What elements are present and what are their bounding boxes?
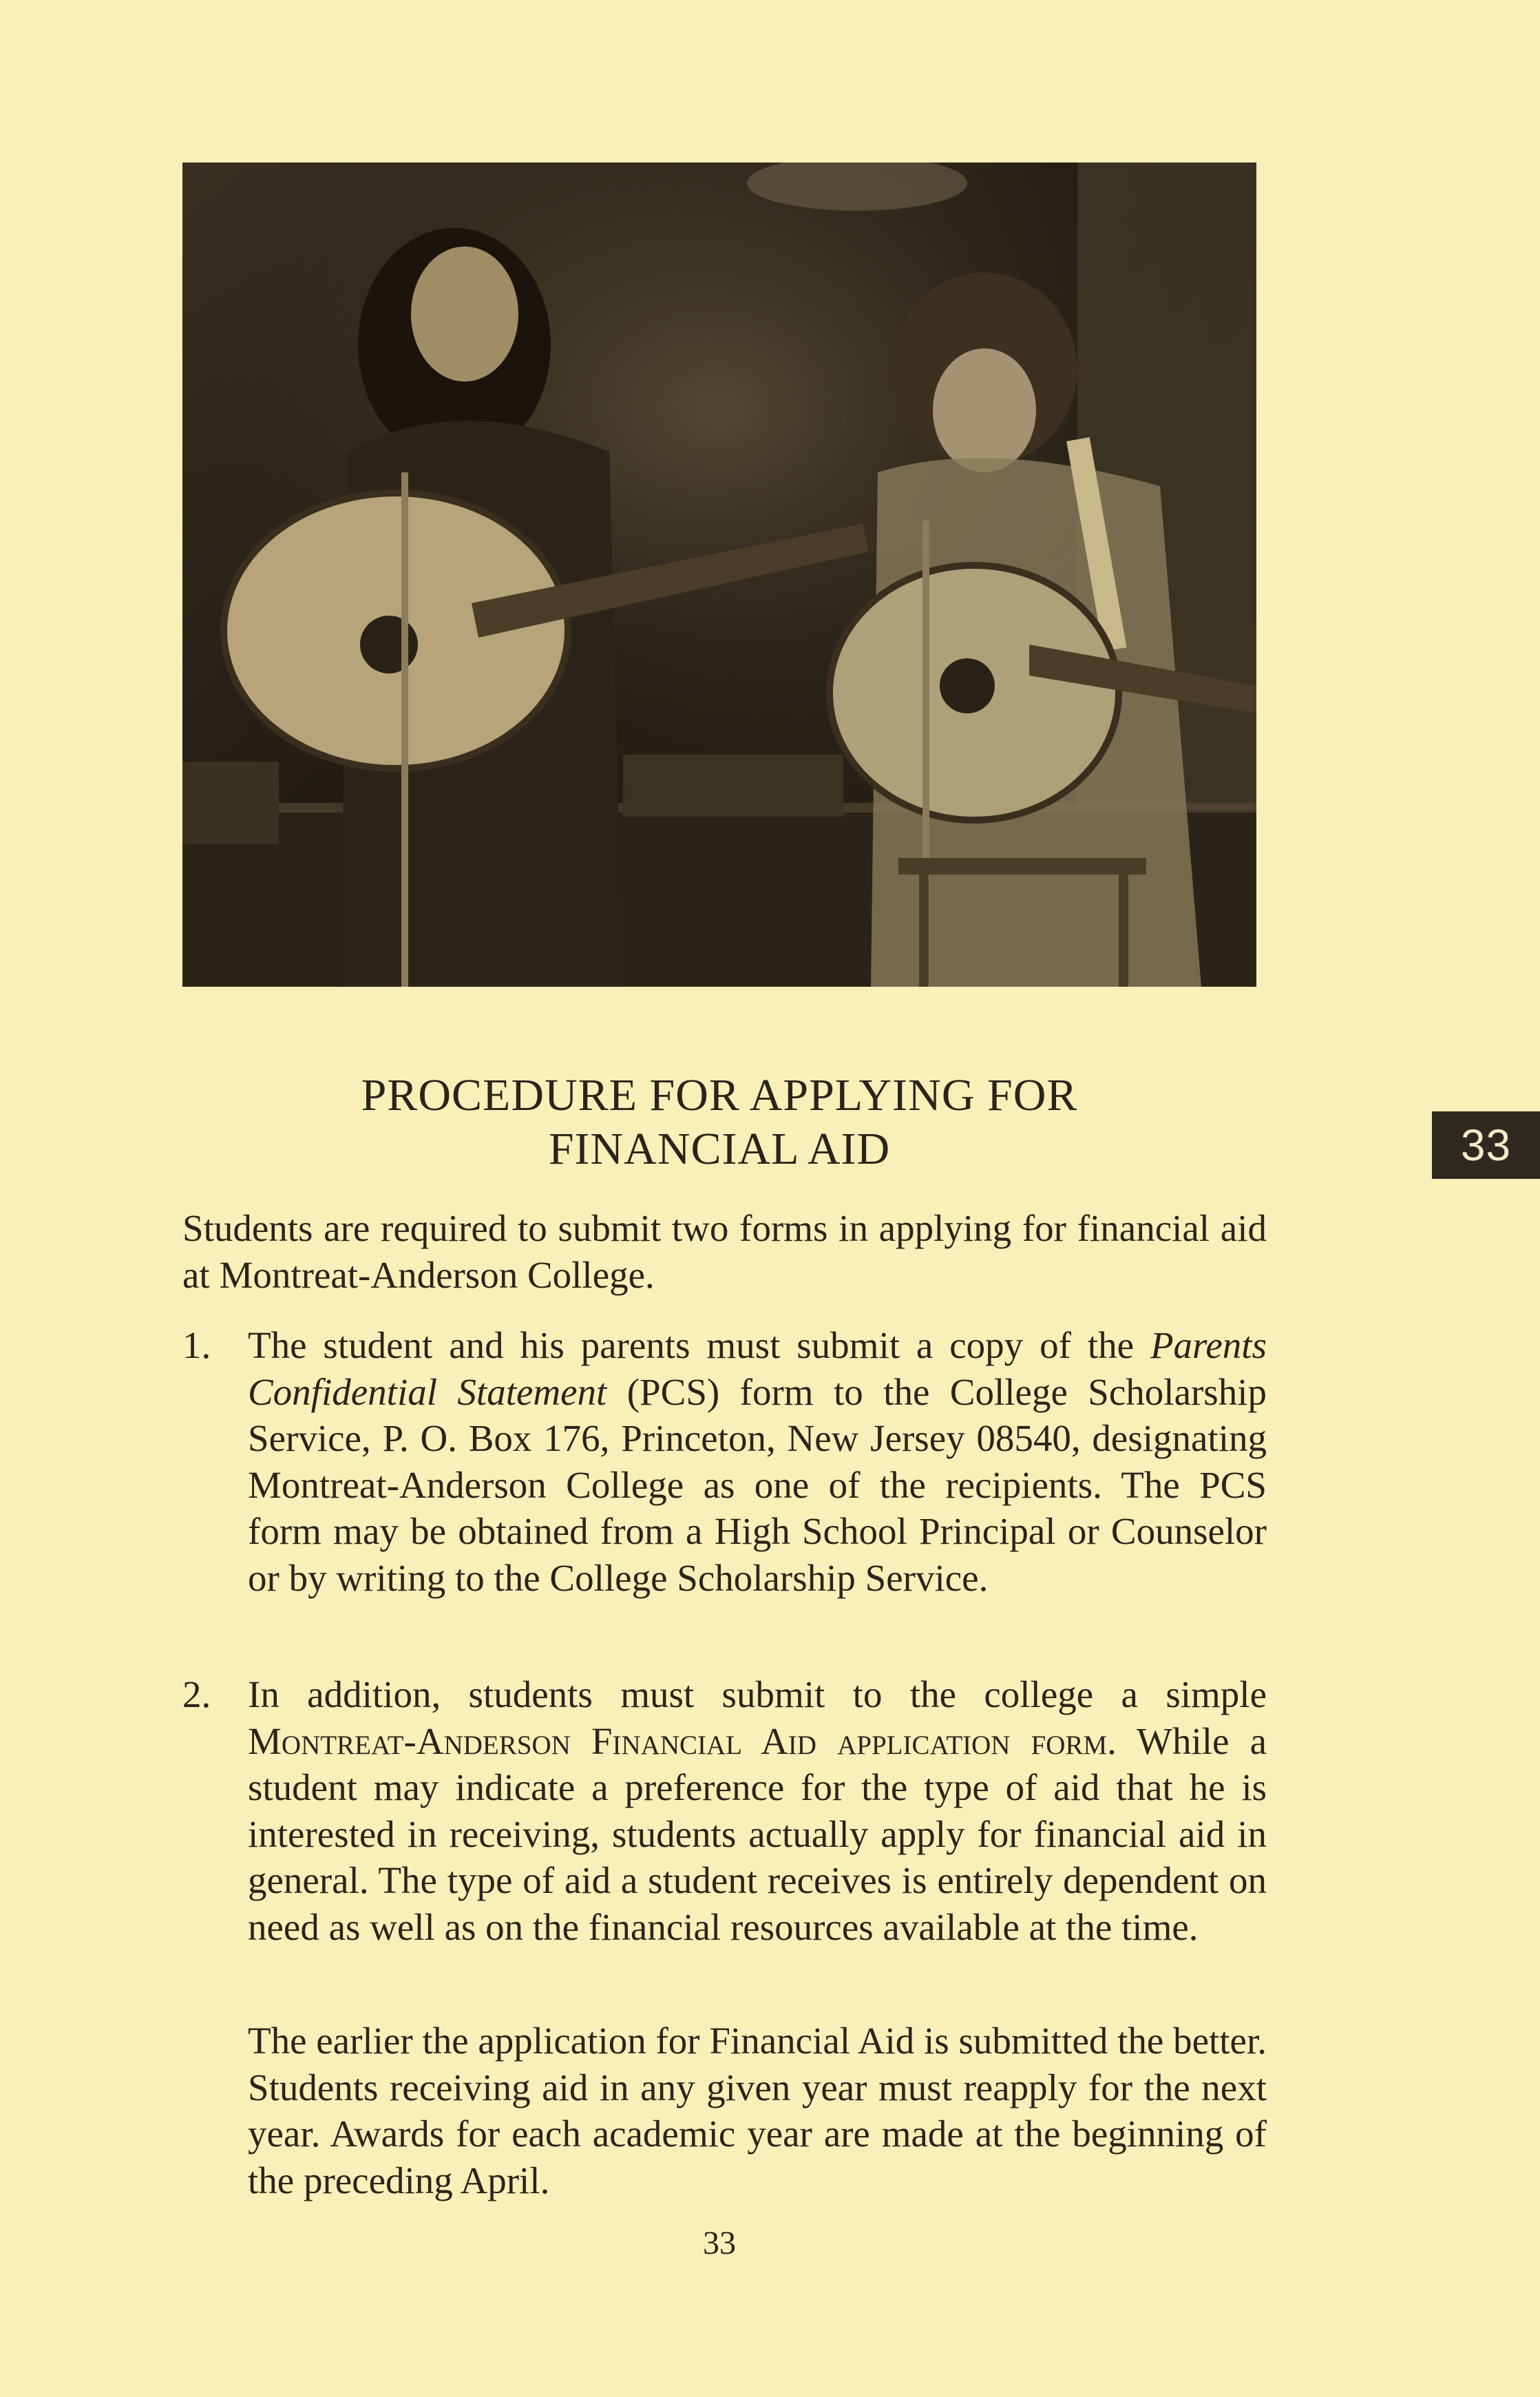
item1-rest: (PCS) form to the College Scholarship Service, P. O. Box 176, Princeton, New Jersey 08540, designating Montreat-Anderson College as one of the recipients. The PCS form may be obtained from a High School Principal or Counselor or by writing to the College Scholarship Service. [248, 1370, 1267, 1599]
photo-two-guitarists [182, 163, 1256, 987]
page-tab-marker: 33 [1432, 1111, 1540, 1179]
list-item-text [248, 1322, 1267, 1601]
closing-paragraph: The earlier the application for Financial Aid is submitted the better. Students receiving aid in any given year must reapply for the next year. Awards for each academic year are made at the beginning of the preceding April. [248, 2020, 1267, 2201]
page-number: 33 [703, 2225, 736, 2261]
page-title-line-1: PROCEDURE FOR APPLYING FOR [361, 1070, 1078, 1120]
item1-italic-title: Parents Confidential Statement [248, 1324, 1267, 1413]
list-item-number: 2. [182, 1673, 211, 1715]
list-item-text [248, 1671, 1267, 1950]
item2-rest: While a student may indicate a preference for the type of aid that he is interested in receiving, students actually apply for financial aid in general. The type of aid a student receives is entirely dependent on need as well as on the financial resources available at the time. [248, 1719, 1267, 1948]
page-title [182, 1069, 1256, 1176]
item1-lead: The student and his parents must submit a copy of the [248, 1324, 1150, 1366]
item2-form-name: Montreat-Anderson Financial Aid application form. [248, 1719, 1117, 1762]
item2-lead: In addition, students must submit to the college a simple [248, 1673, 1267, 1715]
list-item-number: 1. [182, 1324, 211, 1366]
intro-paragraph: Students are required to submit two forms in applying for financial aid at Montreat-Anderson College. [182, 1207, 1267, 1296]
guitarists-illustration [182, 163, 1256, 987]
page-title-line-2: FINANCIAL AID [548, 1124, 891, 1174]
